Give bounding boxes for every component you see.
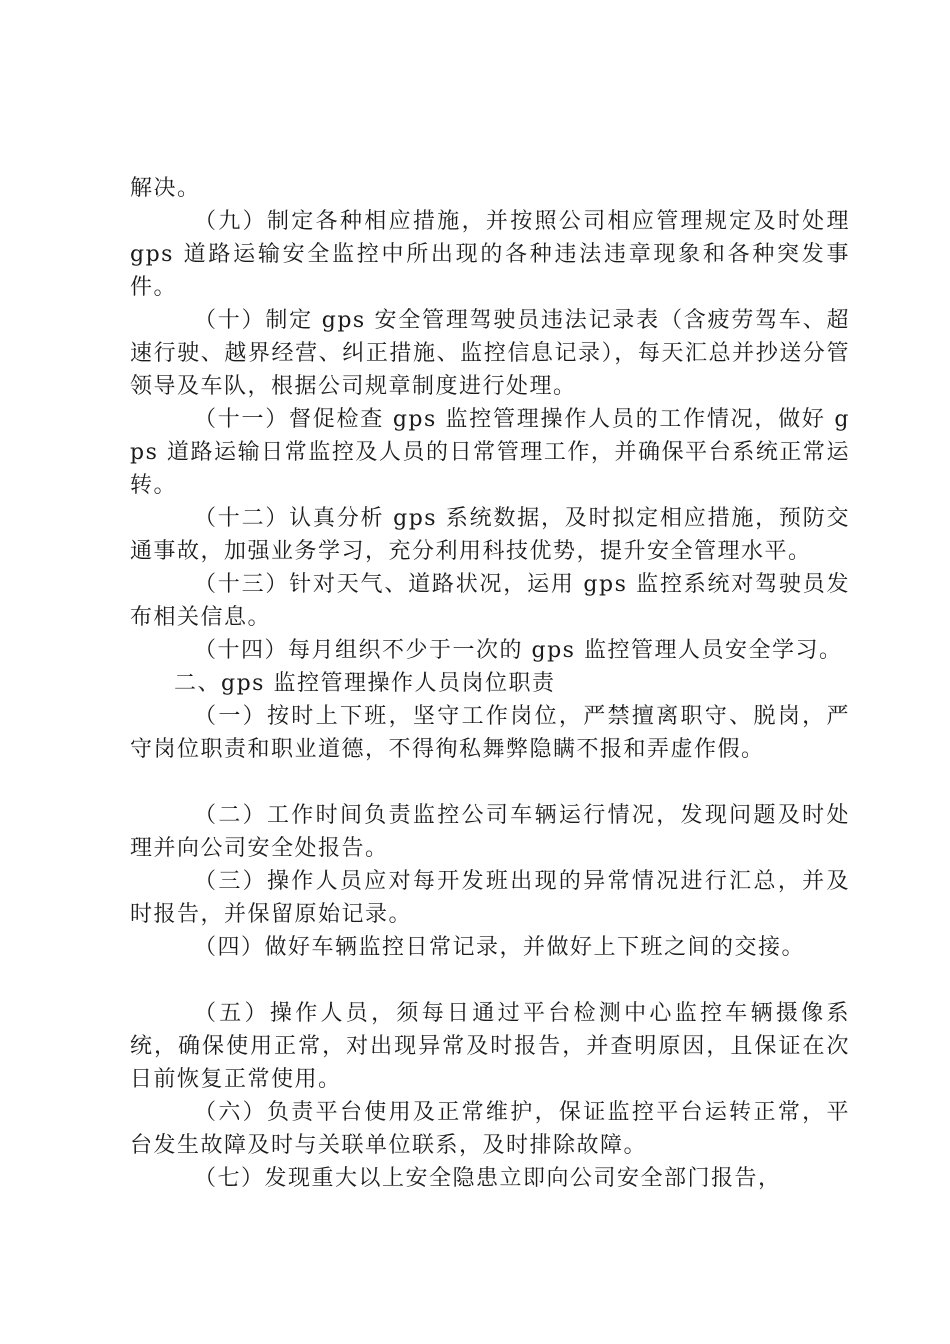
paragraph-item-9: （九）制定各种相应措施，并按照公司相应管理规定及时处理 gps 道路运输安全监控中所出现的各种违法违章现象和各种突发事件。 xyxy=(130,209,850,300)
duty-item-2: （二）工作时间负责监控公司车辆运行情况，发现问题及时处理并向公司安全处报告。 xyxy=(130,803,850,861)
section-heading-2: 二、gps 监控管理操作人员岗位职责 xyxy=(174,671,556,696)
paragraph-item-12: （十二）认真分析 gps 系统数据，及时拟定相应措施，预防交通事故，加强业务学习，充分利用科技优势，提升安全管理水平。 xyxy=(130,506,850,564)
document-body xyxy=(130,172,850,1195)
duty-item-1: （一）按时上下班，坚守工作岗位，严禁擅离职守、脱岗，严守岗位职责和职业道德，不得徇私舞弊隐瞒不报和弄虚作假。 xyxy=(130,704,850,762)
paragraph-continuation: 解决。 xyxy=(130,176,201,201)
duty-item-3: （三）操作人员应对每开发班出现的异常情况进行汇总，并及时报告，并保留原始记录。 xyxy=(130,869,850,927)
duty-item-5: （五）操作人员，须每日通过平台检测中心监控车辆摄像系统，确保使用正常，对出现异常及时报告，并查明原因，且保证在次日前恢复正常使用。 xyxy=(130,1001,850,1092)
paragraph-item-14: （十四）每月组织不少于一次的 gps 监控管理人员安全学习。 xyxy=(194,638,843,663)
duty-item-6: （六）负责平台使用及正常维护，保证监控平台运转正常，平台发生故障及时与关联单位联系，及时排除故障。 xyxy=(130,1100,850,1158)
paragraph-item-10: （十）制定 gps 安全管理驾驶员违法记录表（含疲劳驾车、超速行驶、越界经营、纠正措施、监控信息记录），每天汇总并抄送分管领导及车队，根据公司规章制度进行处理。 xyxy=(130,308,850,399)
paragraph-item-11: （十一）督促检查 gps 监控管理操作人员的工作情况，做好 gps 道路运输日常监控及人员的日常管理工作，并确保平台系统正常运转。 xyxy=(130,407,850,498)
paragraph-item-13: （十三）针对天气、道路状况，运用 gps 监控系统对驾驶员发布相关信息。 xyxy=(130,572,850,630)
duty-item-7: （七）发现重大以上安全隐患立即向公司安全部门报告， xyxy=(194,1166,782,1191)
duty-item-4: （四）做好车辆监控日常记录，并做好上下班之间的交接。 xyxy=(194,935,806,960)
